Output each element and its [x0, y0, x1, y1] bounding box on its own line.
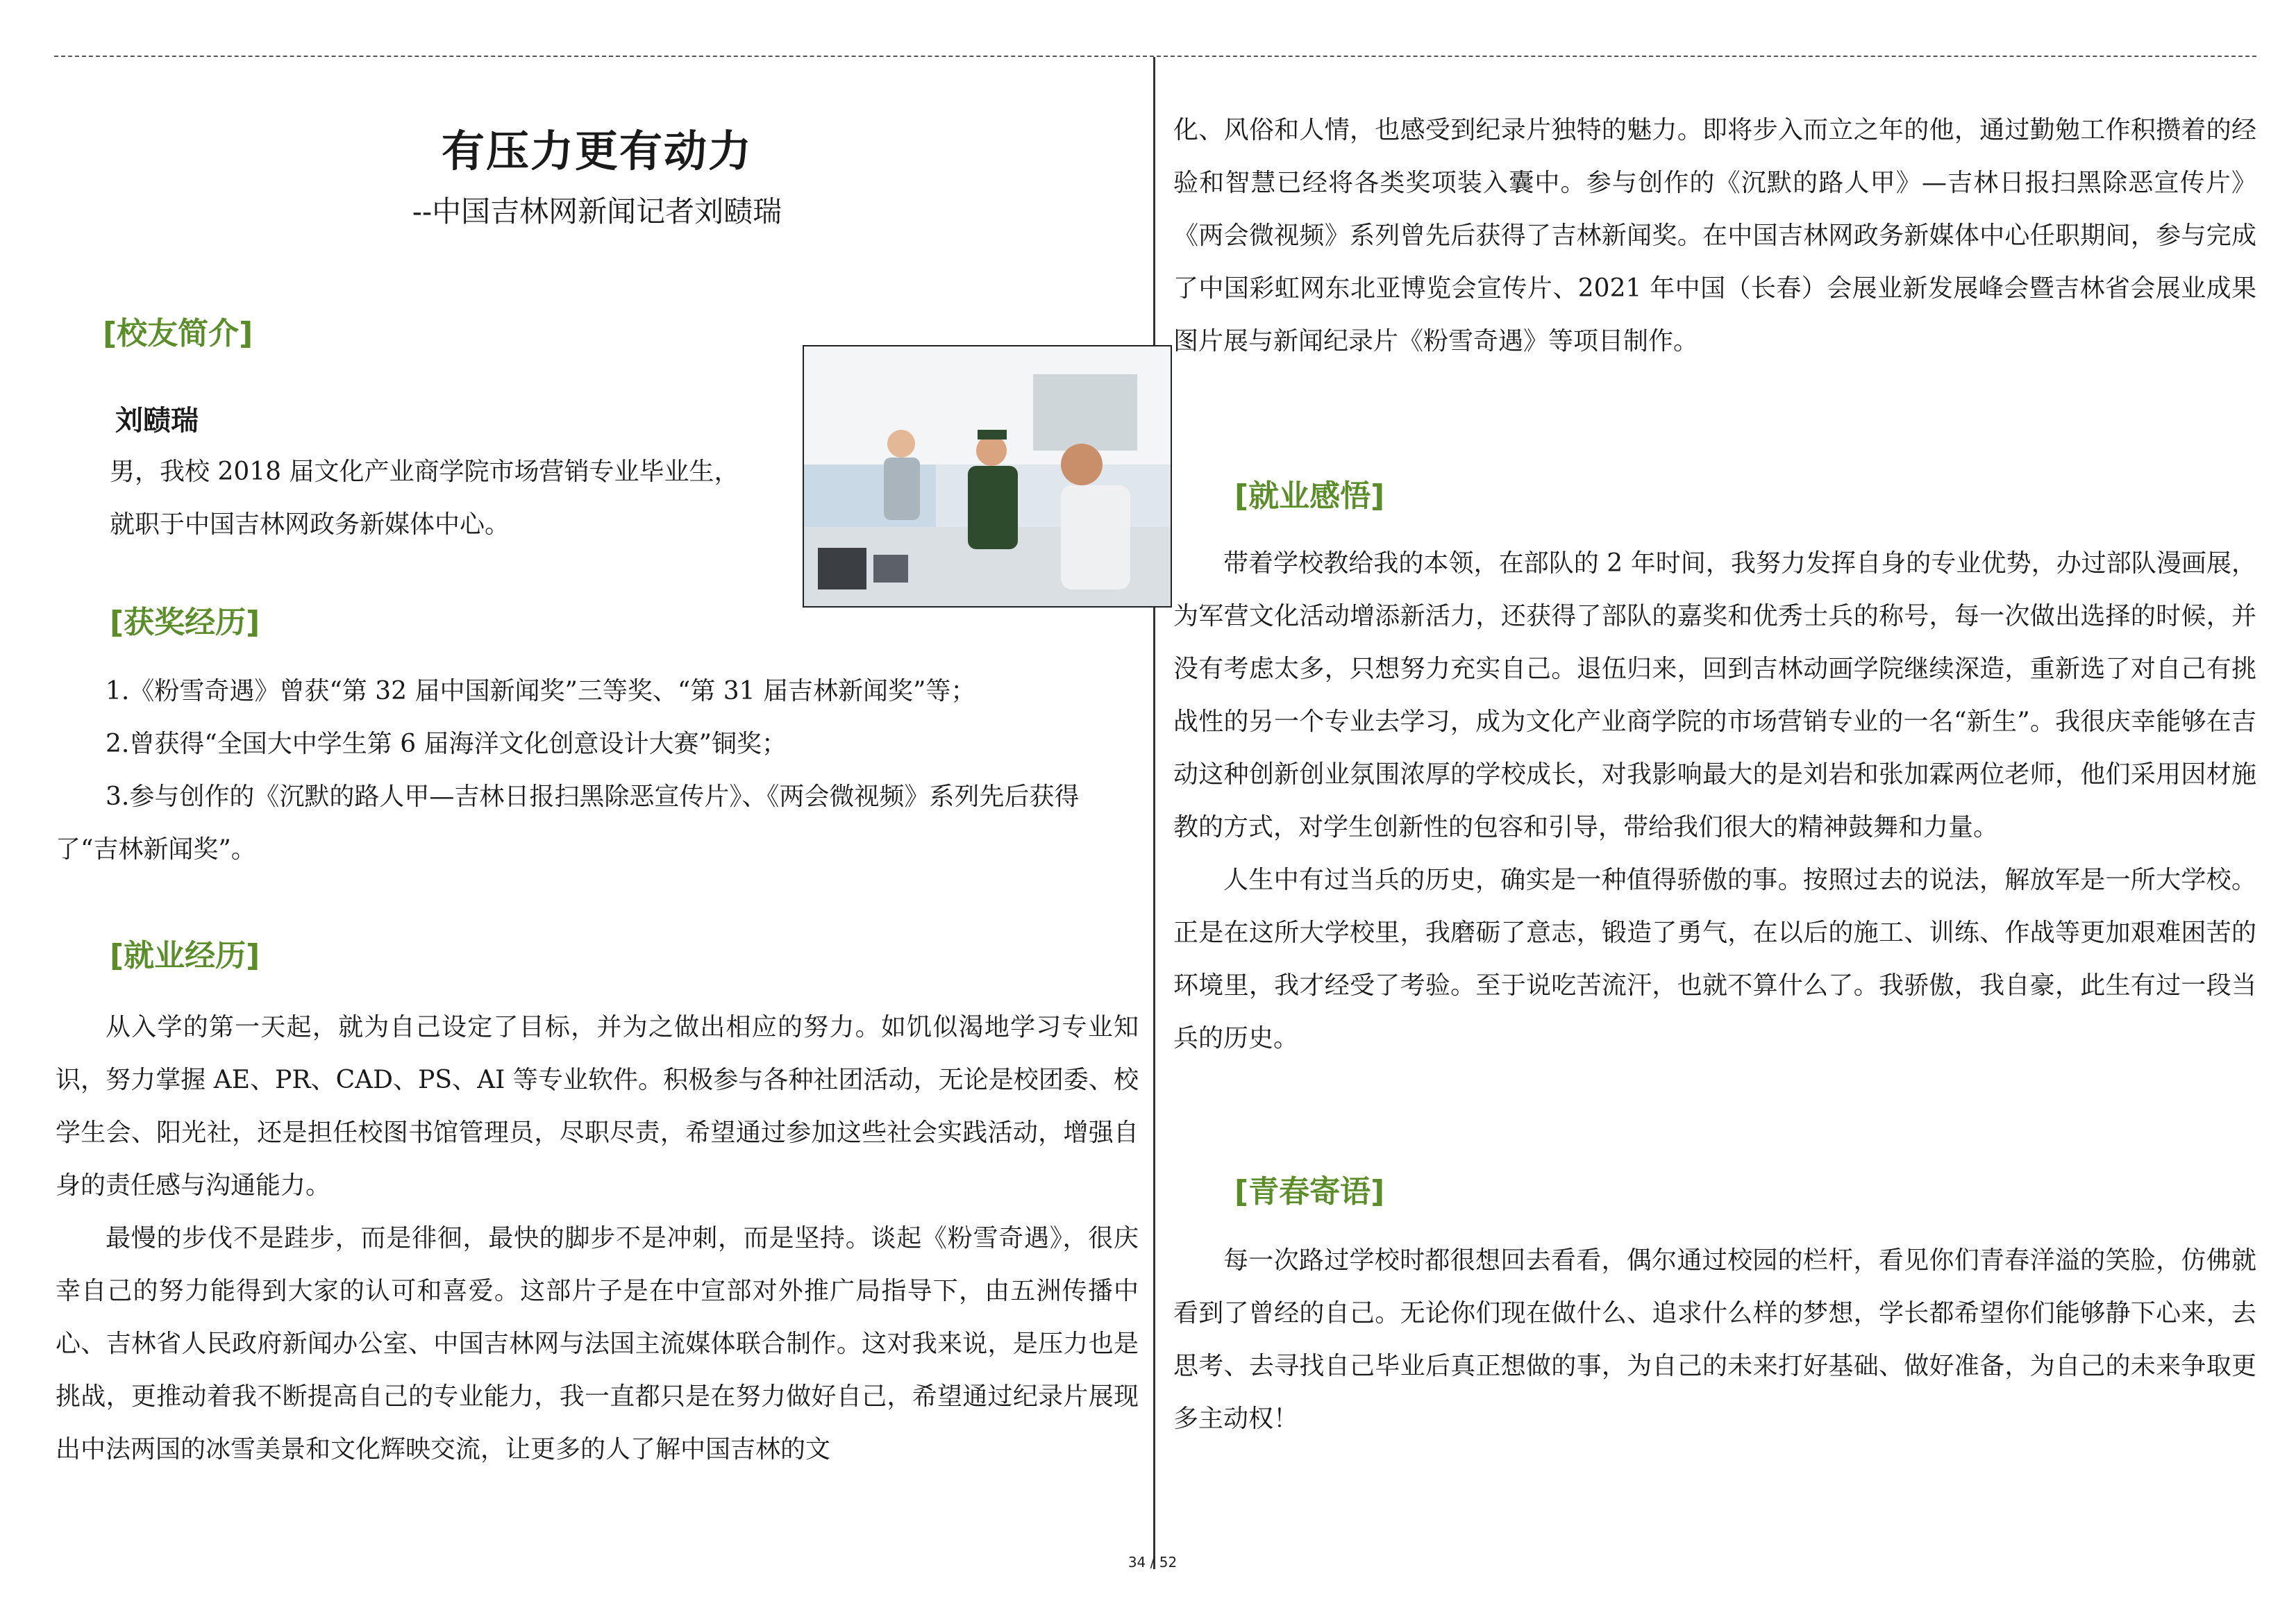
award-item: 3.参与创作的《沉默的路人甲—吉林日报扫黑除恶宣传片》、《两会微视频》系列先后获得了“吉林新闻奖”。	[56, 782, 1080, 864]
section-heading-profile: [校友简介]	[103, 316, 253, 351]
paragraph: 化、风俗和人情，也感受到纪录片独特的魅力。即将步入而立之年的他，通过勤勉工作积攒着的经验和智慧已经将各类奖项装入囊中。参与创作的《沉默的路人甲》—吉林日报扫黑除恶宣传片》《两会微视频》系列曾先后获得了吉林新闻奖。在中国吉林网政务新媒体中心任职期间，参与完成了中国彩虹网东北亚博览会宣传片、2021 年中国（长春）会展业新发展峰会暨吉林省会展业成果图片展与新闻纪录片《粉雪奇遇》等项目制作。	[1173, 116, 2256, 355]
article-subtitle: --中国吉林网新闻记者刘赜瑞	[412, 194, 782, 228]
profile-line: 男，我校 2018 届文化产业商学院市场营销专业毕业生，	[110, 458, 739, 486]
message-text	[1173, 1234, 2256, 1446]
alumni-name: 刘赜瑞	[115, 405, 199, 437]
paragraph: 带着学校教给我的本领，在部队的 2 年时间，我努力发挥自身的专业优势，办过部队漫画展，为军营文化活动增添新活力，还获得了部队的嘉奖和优秀士兵的称号，每一次做出选择的时候，并没有考虑太多，只想努力充实自己。退伍归来，回到吉林动画学院继续深造，重新选了对自己有挑战性的另一个专业去学习，成为文化产业商学院的市场营销专业的一名“新生”。我很庆幸能够在吉动这种创新创业氛围浓厚的学校成长，对我影响最大的是刘岩和张加霖两位老师，他们采用因材施教的方式，对学生创新性的包容和引导，带给我们很大的精神鼓舞和力量。	[1173, 549, 2256, 842]
paragraph: 人生中有过当兵的历史，确实是一种值得骄傲的事。按照过去的说法，解放军是一所大学校。正是在这所大学校里，我磨砺了意志，锻造了勇气，在以后的施工、训练、作战等更加艰难困苦的环境里，我才经受了考验。至于说吃苦流汗，也就不算什么了。我骄傲，我自豪，此生有过一段当兵的历史。	[1173, 866, 2256, 1053]
paragraph: 从入学的第一天起，就为自己设定了目标，并为之做出相应的努力。如饥似渴地学习专业知识，努力掌握 AE、PR、CAD、PS、AI 等专业软件。积极参与各种社团活动，无论是校团委、校学生会、阳光社，还是担任校图书馆管理员，尽职尽责，希望通过参加这些社会实践活动，增强自身的责任感与沟通能力。	[56, 1013, 1139, 1200]
award-item: 1.《粉雪奇遇》曾获“第 32 届中国新闻奖”三等奖、“第 31 届吉林新闻奖”等；	[106, 677, 976, 705]
section-heading-insights: [就业感悟]	[1234, 478, 1385, 514]
paragraph: 每一次路过学校时都很想回去看看，偶尔通过校园的栏杆，看见你们青春洋溢的笑脸，仿佛就看到了曾经的自己。无论你们现在做什么、追求什么样的梦想，学长都希望你们能够静下心来，去思考、去寻找自己毕业后真正想做的事，为自己的未来打好基础、做好准备，为自己的未来争取更多主动权！	[1173, 1246, 2256, 1433]
profile-bio	[110, 446, 832, 551]
top-dashed-rule	[54, 56, 2256, 57]
insights-text	[1173, 537, 2256, 1065]
employment-continued	[1173, 104, 2256, 368]
section-heading-employment: [就业经历]	[110, 938, 260, 973]
article-title: 有压力更有动力	[441, 126, 753, 176]
employment-text	[56, 1001, 1139, 1476]
alumni-photo	[803, 345, 1172, 608]
photo-illustration	[804, 346, 1171, 606]
column-divider	[1153, 57, 1155, 1569]
section-heading-awards: [获奖经历]	[110, 605, 260, 640]
profile-line: 就职于中国吉林网政务新媒体中心。	[110, 510, 510, 539]
section-heading-message: [青春寄语]	[1234, 1174, 1385, 1209]
award-item: 2.曾获得“全国大中学生第 6 届海洋文化创意设计大赛”铜奖；	[106, 730, 787, 758]
awards-list	[56, 665, 1139, 876]
page-number: 34 / 52	[1128, 1554, 1178, 1571]
paragraph: 最慢的步伐不是跬步，而是徘徊，最快的脚步不是冲刺，而是坚持。谈起《粉雪奇遇》，很庆幸自己的努力能得到大家的认可和喜爱。这部片子是在中宣部对外推广局指导下，由五洲传播中心、吉林省人民政府新闻办公室、中国吉林网与法国主流媒体联合制作。这对我来说，是压力也是挑战，更推动着我不断提高自己的专业能力，我一直都只是在努力做好自己，希望通过纪录片展现出中法两国的冰雪美景和文化辉映交流，让更多的人了解中国吉林的文	[56, 1224, 1139, 1464]
